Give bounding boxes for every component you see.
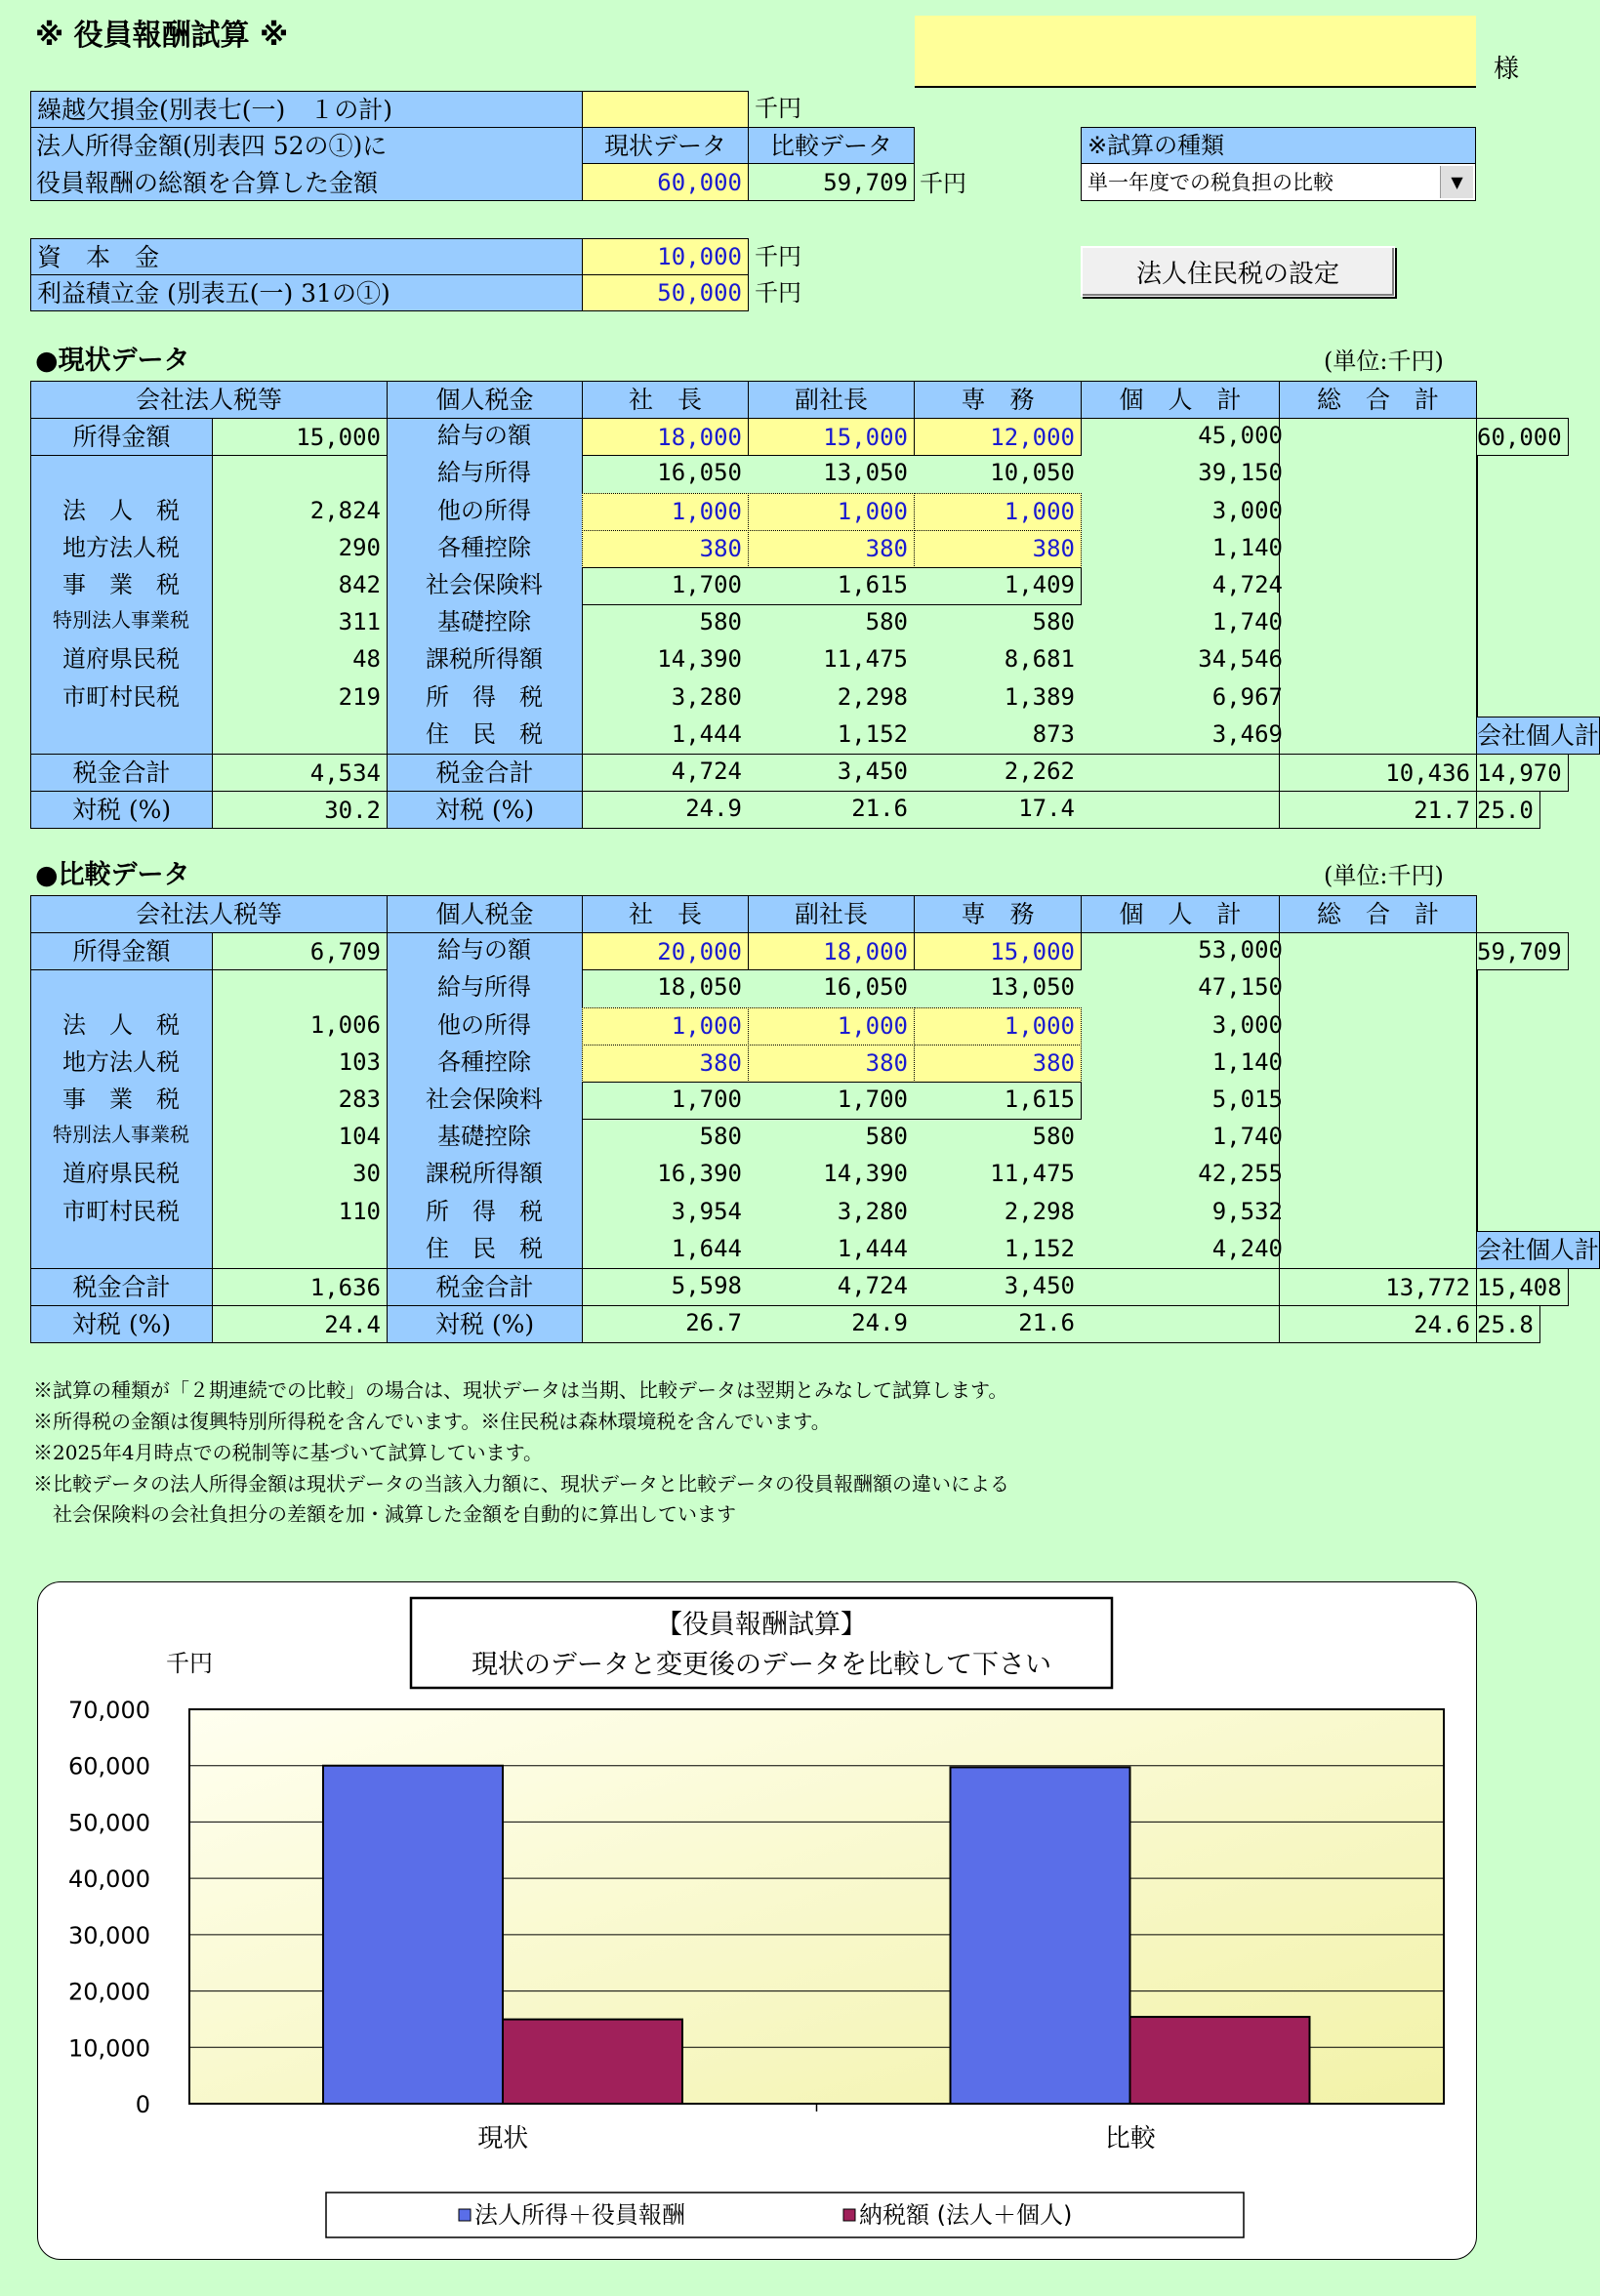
chevron-down-icon[interactable]: ▼ xyxy=(1440,166,1473,198)
person-header: 個人税金 xyxy=(387,381,583,419)
legend-swatch xyxy=(843,2209,855,2221)
person-header: 個人税金 xyxy=(387,895,583,933)
income-label: 所得金額 xyxy=(30,932,213,970)
person-value: 1,700 xyxy=(671,571,742,598)
person-total-value: 4,240 xyxy=(1211,1234,1283,1262)
y-tick-label: 10,000 xyxy=(68,2034,150,2063)
tax-total-person-value: 2,262 xyxy=(1004,758,1075,785)
tax-total-corp: 1,636 xyxy=(212,1268,388,1306)
person-row-label: 他の所得 xyxy=(437,496,531,524)
tax-total-person-value: 5,598 xyxy=(671,1272,742,1299)
y-tick-label: 70,000 xyxy=(68,1697,150,1724)
carryover-unit: 千円 xyxy=(755,95,801,122)
insurance-box xyxy=(582,1082,1082,1120)
y-tick-label: 60,000 xyxy=(68,1752,150,1781)
insurance-box xyxy=(582,567,1082,605)
corp-tax-label: 法 人 税 xyxy=(62,496,180,524)
ratio-corp: 24.4 xyxy=(212,1305,388,1343)
person-value: 14,390 xyxy=(657,645,742,674)
person-value: 873 xyxy=(1032,719,1075,748)
tax-total-person-value: 3,450 xyxy=(837,758,908,785)
chart-container xyxy=(37,1581,1477,2260)
x-category-label: 現状 xyxy=(477,2124,529,2153)
person-total-col xyxy=(1279,932,1477,1269)
income-unit: 千円 xyxy=(920,170,966,197)
person-value: 580 xyxy=(865,608,908,636)
person-row-label: 給与の額 xyxy=(437,422,531,450)
corp-tax-label: 事 業 税 xyxy=(62,571,180,598)
person-row-label: 各種控除 xyxy=(437,533,531,561)
person-value: 8,681 xyxy=(1004,645,1075,674)
person-col-header: 総 合 計 xyxy=(1279,381,1477,419)
person-row-label: 住 民 税 xyxy=(426,1234,543,1262)
person-value: 580 xyxy=(1032,1123,1075,1151)
person-input-cell[interactable]: 380 xyxy=(582,530,749,568)
chart-title-line1: 【役員報酬試算】 xyxy=(656,1610,867,1640)
person-total-value: 53,000 xyxy=(1198,936,1283,964)
person-value: 3,280 xyxy=(671,682,742,711)
person-col-header: 副社長 xyxy=(748,381,915,419)
income-value: 15,000 xyxy=(212,418,388,456)
person-total-value: 5,015 xyxy=(1211,1086,1283,1113)
person-row-label: 住 民 税 xyxy=(426,719,543,748)
corp-tax-value: 110 xyxy=(338,1197,381,1225)
person-value: 580 xyxy=(699,608,742,636)
ratio-grand: 25.0 xyxy=(1476,791,1540,829)
ratio-person-value: 24.9 xyxy=(685,795,742,823)
corp-tax-label: 道府県民税 xyxy=(62,645,180,674)
person-value: 11,475 xyxy=(990,1160,1075,1188)
corp-tax-label: 事 業 税 xyxy=(62,1086,180,1113)
person-value: 14,390 xyxy=(823,1160,908,1188)
person-input-cell[interactable]: 15,000 xyxy=(914,932,1082,970)
ratio-person-value: 21.6 xyxy=(851,795,908,823)
grand-total-value: 60,000 xyxy=(1476,418,1569,456)
unit-note: (単位:千円) xyxy=(1324,348,1444,375)
tax-total-total: 10,436 xyxy=(1279,754,1477,792)
ratio-label: 対税 (%) xyxy=(30,791,213,829)
calc-type-selected: 単一年度での税負担の比較 xyxy=(1087,171,1333,194)
person-input-cell[interactable]: 12,000 xyxy=(914,418,1082,456)
person-input-cell[interactable]: 380 xyxy=(914,1045,1082,1083)
ratio-corp: 30.2 xyxy=(212,791,388,829)
person-input-cell[interactable]: 380 xyxy=(914,530,1082,568)
person-value: 16,390 xyxy=(657,1160,742,1188)
ratio-person-label: 対税 (%) xyxy=(387,1305,583,1343)
income-label-line1: 法人所得金額(別表四 52の①)に xyxy=(36,132,388,160)
person-row-label: 所 得 税 xyxy=(426,682,543,711)
person-row-label: 社会保険料 xyxy=(426,1086,543,1113)
person-row-label: 給与所得 xyxy=(437,459,531,487)
ratio-person-value: 17.4 xyxy=(1018,795,1075,823)
person-value: 1,152 xyxy=(837,719,908,748)
legend-swatch xyxy=(459,2209,471,2221)
recipient-suffix: 様 xyxy=(1494,55,1520,84)
carryover-input[interactable] xyxy=(582,91,749,128)
y-tick-label: 50,000 xyxy=(68,1809,150,1837)
person-input-cell[interactable]: 18,000 xyxy=(748,932,915,970)
person-value: 1,409 xyxy=(1004,571,1075,598)
y-tick-label: 30,000 xyxy=(68,1921,150,1949)
grand-total-value: 59,709 xyxy=(1476,932,1569,970)
person-col-header: 総 合 計 xyxy=(1279,895,1477,933)
retained-unit: 千円 xyxy=(755,279,801,307)
income-label: 所得金額 xyxy=(30,418,213,456)
person-col-header: 専 務 xyxy=(914,895,1082,933)
legend-label: 法人所得＋役員報酬 xyxy=(474,2201,685,2229)
grand-total-col xyxy=(1476,969,1478,1231)
person-value: 18,050 xyxy=(657,973,742,1002)
person-total-value: 3,000 xyxy=(1211,496,1283,524)
capital-label: 資 本 金 xyxy=(30,238,583,275)
person-row-label: 各種控除 xyxy=(437,1047,531,1076)
ratio-person-value: 24.9 xyxy=(851,1309,908,1337)
person-input-cell[interactable]: 1,000 xyxy=(582,1007,749,1046)
person-input-cell[interactable]: 18,000 xyxy=(582,418,749,456)
person-col-header: 個 人 計 xyxy=(1081,895,1280,933)
ratio-label: 対税 (%) xyxy=(30,1305,213,1343)
carryover-label: 繰越欠損金(別表七(一) １の計) xyxy=(30,91,583,128)
note-4: ※比較データの法人所得金額は現状データの当該入力額に、現状データと比較データの役員報酬額の違いによる xyxy=(33,1472,1009,1496)
person-value: 2,298 xyxy=(837,682,908,711)
corp-tax-value: 103 xyxy=(338,1047,381,1076)
corp-tax-label: 地方法人税 xyxy=(62,1047,180,1076)
person-total-value: 1,140 xyxy=(1211,1047,1283,1076)
person-input-cell[interactable]: 380 xyxy=(748,530,915,568)
ratio-person-value: 21.6 xyxy=(1018,1309,1075,1337)
corp-tax-label: 道府県民税 xyxy=(62,1160,180,1188)
person-value: 2,298 xyxy=(1004,1197,1075,1225)
tax-total-person-label: 税金合計 xyxy=(387,1268,583,1306)
calc-type-select[interactable] xyxy=(1081,163,1476,201)
person-value: 1,700 xyxy=(837,1086,908,1113)
corp-header: 会社法人税等 xyxy=(30,895,388,933)
ratio-person-value: 26.7 xyxy=(685,1309,742,1337)
corp-tax-value: 283 xyxy=(338,1086,381,1113)
income-current-input[interactable]: 60,000 xyxy=(582,163,749,201)
person-total-value: 45,000 xyxy=(1198,422,1283,450)
tax-total-person-value: 4,724 xyxy=(671,758,742,785)
person-value: 1,389 xyxy=(1004,682,1075,711)
note-2: ※所得税の金額は復興特別所得税を含んでいます。※住民税は森林環境税を含んでいます。 xyxy=(33,1410,831,1433)
corp-header: 会社法人税等 xyxy=(30,381,388,419)
ratio-grand: 25.8 xyxy=(1476,1305,1540,1343)
corp-tax-value: 219 xyxy=(338,682,381,711)
person-input-cell[interactable]: 1,000 xyxy=(914,493,1082,531)
person-total-value: 9,532 xyxy=(1211,1197,1283,1225)
note-3: ※2025年4月時点での税制等に基づいて試算しています。 xyxy=(33,1441,544,1464)
person-col-header: 副社長 xyxy=(748,895,915,933)
capital-input[interactable]: 10,000 xyxy=(582,238,749,275)
corp-tax-label: 特別法人事業税 xyxy=(53,1123,189,1147)
person-value: 10,050 xyxy=(990,459,1075,487)
person-value: 1,444 xyxy=(671,719,742,748)
tax-total-label: 税金合計 xyxy=(30,1268,213,1306)
tax-total-total: 13,772 xyxy=(1279,1268,1477,1306)
retained-label: 利益積立金 (別表五(一) 31の①) xyxy=(30,274,583,311)
person-value: 11,475 xyxy=(823,645,908,674)
person-value: 580 xyxy=(699,1123,742,1151)
y-tick-label: 20,000 xyxy=(68,1978,150,2006)
person-total-value: 42,255 xyxy=(1198,1160,1283,1188)
person-value: 16,050 xyxy=(657,459,742,487)
person-row-label: 課税所得額 xyxy=(426,1160,543,1188)
combined-label: 会社個人計 xyxy=(1476,717,1600,755)
person-value: 3,954 xyxy=(671,1197,742,1225)
note-1: ※試算の種類が「２期連続での比較」の場合は、現状データは当期、比較データは翌期とみなして試算します。 xyxy=(33,1378,1008,1402)
corp-tax-label: 法 人 税 xyxy=(62,1010,180,1039)
person-value: 13,050 xyxy=(823,459,908,487)
person-input-cell[interactable]: 1,000 xyxy=(748,493,915,531)
combined-label: 会社個人計 xyxy=(1476,1231,1600,1269)
person-input-cell[interactable]: 1,000 xyxy=(914,1007,1082,1046)
bar-chart xyxy=(38,1582,1478,2261)
person-total-value: 4,724 xyxy=(1211,571,1283,598)
corp-tax-label: 特別法人事業税 xyxy=(53,608,189,633)
person-value: 1,615 xyxy=(1004,1086,1075,1113)
income-compare-value: 59,709 xyxy=(748,163,915,201)
person-col-header: 個 人 計 xyxy=(1081,381,1280,419)
person-value: 1,152 xyxy=(1004,1234,1075,1262)
ratio-total: 21.7 xyxy=(1279,791,1477,829)
person-row-label: 課税所得額 xyxy=(426,645,543,674)
retained-input[interactable]: 50,000 xyxy=(582,274,749,311)
person-input-cell[interactable]: 380 xyxy=(748,1045,915,1083)
section-title: ●比較データ xyxy=(35,860,190,890)
person-input-cell[interactable]: 1,000 xyxy=(582,493,749,531)
person-input-cell[interactable]: 380 xyxy=(582,1045,749,1083)
person-col-header: 社 長 xyxy=(582,381,749,419)
y-tick-label: 0 xyxy=(135,2091,150,2118)
person-value: 1,444 xyxy=(837,1234,908,1262)
tax-total-grand: 14,970 xyxy=(1476,754,1569,792)
person-col-header: 社 長 xyxy=(582,895,749,933)
person-row-label: 基礎控除 xyxy=(437,608,531,636)
person-total-value: 3,000 xyxy=(1211,1010,1283,1039)
person-total-value: 1,740 xyxy=(1211,608,1283,636)
person-value: 16,050 xyxy=(823,973,908,1002)
person-value: 580 xyxy=(1032,608,1075,636)
person-value: 1,615 xyxy=(837,571,908,598)
x-category-label: 比較 xyxy=(1104,2124,1156,2153)
income-col-current: 現状データ xyxy=(582,127,749,164)
person-total-value: 1,140 xyxy=(1211,533,1283,561)
bar-tax-0 xyxy=(503,2020,682,2104)
income-value: 6,709 xyxy=(212,932,388,970)
tax-total-person-value: 4,724 xyxy=(837,1272,908,1299)
bar-income-0 xyxy=(323,1766,503,2104)
person-row-label: 他の所得 xyxy=(437,1010,531,1039)
resident-tax-settings-button[interactable]: 法人住民税の設定 xyxy=(1081,246,1395,297)
person-row-label: 所 得 税 xyxy=(426,1197,543,1225)
income-col-compare: 比較データ xyxy=(748,127,915,164)
corp-tax-value: 311 xyxy=(338,608,381,636)
bar-tax-1 xyxy=(1130,2017,1310,2104)
person-value: 1,700 xyxy=(671,1086,742,1113)
person-total-value: 34,546 xyxy=(1198,645,1283,674)
person-input-cell[interactable]: 1,000 xyxy=(748,1007,915,1046)
recipient-name-input[interactable] xyxy=(915,16,1476,88)
person-row-label: 給与の額 xyxy=(437,936,531,964)
person-input-cell[interactable]: 20,000 xyxy=(582,932,749,970)
person-input-cell[interactable]: 15,000 xyxy=(748,418,915,456)
person-row-label: 給与所得 xyxy=(437,973,531,1002)
person-total-value: 1,740 xyxy=(1211,1123,1283,1151)
person-row-label: 基礎控除 xyxy=(437,1123,531,1151)
person-value: 13,050 xyxy=(990,973,1075,1002)
ratio-total: 24.6 xyxy=(1279,1305,1477,1343)
bar-income-1 xyxy=(951,1767,1130,2104)
capital-unit: 千円 xyxy=(755,243,801,270)
corp-tax-label: 地方法人税 xyxy=(62,533,180,561)
corp-tax-value: 290 xyxy=(338,533,381,561)
tax-total-grand: 15,408 xyxy=(1476,1268,1569,1306)
note-5: 社会保険料の会社負担分の差額を加・減算した金額を自動的に算出しています xyxy=(33,1502,736,1526)
corp-tax-value: 104 xyxy=(338,1123,381,1151)
person-value: 1,644 xyxy=(671,1234,742,1262)
corp-tax-value: 1,006 xyxy=(309,1010,381,1039)
person-total-value: 3,469 xyxy=(1211,719,1283,748)
y-tick-label: 40,000 xyxy=(68,1866,150,1894)
corp-tax-value: 48 xyxy=(352,645,381,674)
tax-total-person-label: 税金合計 xyxy=(387,754,583,792)
section-title: ●現状データ xyxy=(35,346,190,376)
ratio-person-label: 対税 (%) xyxy=(387,791,583,829)
person-total-value: 39,150 xyxy=(1198,459,1283,487)
person-row-label: 社会保険料 xyxy=(426,571,543,598)
corp-tax-label: 市町村民税 xyxy=(62,1197,180,1225)
person-total-value: 6,967 xyxy=(1211,682,1283,711)
unit-note: (単位:千円) xyxy=(1324,862,1444,889)
person-value: 580 xyxy=(865,1123,908,1151)
person-total-col xyxy=(1279,418,1477,755)
chart-title-line2: 現状のデータと変更後のデータを比較して下さい xyxy=(472,1650,1051,1680)
tax-total-corp: 4,534 xyxy=(212,754,388,792)
tax-total-label: 税金合計 xyxy=(30,754,213,792)
corp-tax-value: 842 xyxy=(338,571,381,598)
corp-tax-value: 30 xyxy=(352,1160,381,1188)
person-value: 3,280 xyxy=(837,1197,908,1225)
grand-total-col xyxy=(1476,455,1478,717)
chart-y-unit: 千円 xyxy=(166,1650,213,1677)
page-title: ※ 役員報酬試算 ※ xyxy=(35,19,289,53)
corp-tax-label: 市町村民税 xyxy=(62,682,180,711)
corp-tax-value: 2,824 xyxy=(309,496,381,524)
person-total-value: 47,150 xyxy=(1198,973,1283,1002)
income-label-line2: 役員報酬の総額を合算した金額 xyxy=(36,169,379,197)
tax-total-person-value: 3,450 xyxy=(1004,1272,1075,1299)
person-col-header: 専 務 xyxy=(914,381,1082,419)
calc-type-label: ※試算の種類 xyxy=(1081,127,1476,164)
legend-label: 納税額 (法人＋個人) xyxy=(859,2201,1073,2229)
